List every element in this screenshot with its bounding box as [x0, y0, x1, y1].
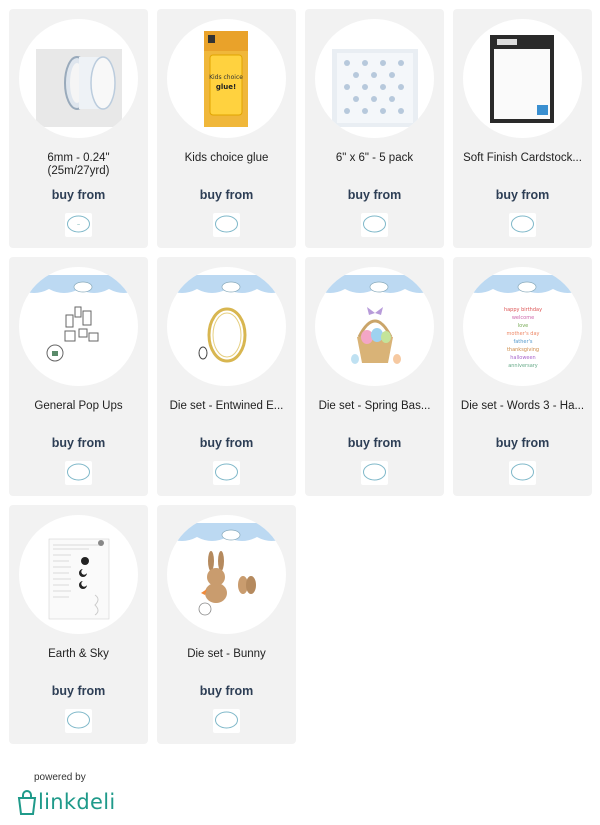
- buy-from-link[interactable]: buy from: [495, 188, 550, 202]
- svg-text:happy birthday: happy birthday: [503, 307, 543, 313]
- svg-text:glue!: glue!: [215, 83, 237, 91]
- product-title: 6" x 6" - 5 pack: [335, 152, 414, 164]
- product-image[interactable]: [315, 267, 434, 386]
- product-card[interactable]: [157, 505, 296, 744]
- product-title: Die set - Entwined E...: [169, 400, 284, 412]
- product-image[interactable]: [315, 19, 434, 138]
- svg-text:mother's day: mother's day: [506, 331, 540, 337]
- store-logo-icon[interactable]: [65, 709, 92, 733]
- buy-from-link[interactable]: buy from: [199, 188, 254, 202]
- product-card[interactable]: [157, 257, 296, 496]
- buy-from-link[interactable]: buy from: [51, 684, 106, 698]
- store-logo-icon[interactable]: [213, 709, 240, 733]
- store-logo-icon[interactable]: [213, 213, 240, 237]
- product-title: Earth & Sky: [48, 648, 109, 660]
- product-image[interactable]: [463, 267, 582, 386]
- svg-text:father's: father's: [513, 339, 533, 345]
- svg-text:welcome: welcome: [511, 315, 535, 321]
- buy-from-link[interactable]: buy from: [347, 188, 402, 202]
- product-image[interactable]: [167, 515, 286, 634]
- product-card[interactable]: [305, 257, 444, 496]
- svg-text:anniversary: anniversary: [508, 363, 538, 369]
- svg-text:thanksgiving: thanksgiving: [506, 347, 540, 353]
- product-card[interactable]: [157, 9, 296, 248]
- shopping-bag-icon: [16, 790, 38, 816]
- buy-from-link[interactable]: buy from: [199, 436, 254, 450]
- product-card[interactable]: [9, 9, 148, 248]
- product-image[interactable]: [463, 19, 582, 138]
- product-card[interactable]: [9, 505, 148, 744]
- store-logo-icon[interactable]: [509, 213, 536, 237]
- svg-text:Kids choice: Kids choice: [209, 74, 243, 81]
- store-logo-icon[interactable]: [361, 213, 388, 237]
- buy-from-link[interactable]: buy from: [347, 436, 402, 450]
- product-card[interactable]: [453, 257, 592, 496]
- svg-text:halloween: halloween: [510, 355, 536, 361]
- product-title: General Pop Ups: [34, 400, 123, 412]
- store-logo-icon[interactable]: [509, 461, 536, 485]
- svg-text:~: ~: [76, 222, 81, 227]
- product-title: Kids choice glue: [184, 152, 269, 164]
- product-image[interactable]: [19, 19, 138, 138]
- product-title: Die set - Bunny: [187, 648, 266, 660]
- store-logo-icon[interactable]: [213, 461, 240, 485]
- product-image[interactable]: [167, 267, 286, 386]
- buy-from-link[interactable]: buy from: [51, 188, 106, 202]
- svg-text:love: love: [517, 323, 529, 329]
- product-title: Die set - Words 3 - Ha...: [460, 400, 585, 412]
- product-title: Soft Finish Cardstock...: [463, 152, 582, 164]
- product-title: Die set - Spring Bas...: [318, 400, 431, 412]
- product-card[interactable]: [305, 9, 444, 248]
- product-image[interactable]: [167, 19, 286, 138]
- buy-from-link[interactable]: buy from: [51, 436, 106, 450]
- linkdeli-brand-text: linkdeli: [38, 790, 116, 814]
- powered-by-label: powered by: [34, 772, 86, 783]
- store-logo-icon[interactable]: [65, 213, 92, 237]
- store-logo-icon[interactable]: [65, 461, 92, 485]
- buy-from-link[interactable]: buy from: [199, 684, 254, 698]
- product-card[interactable]: [9, 257, 148, 496]
- linkdeli-logo[interactable]: [16, 788, 116, 816]
- store-logo-icon[interactable]: [361, 461, 388, 485]
- product-card[interactable]: [453, 9, 592, 248]
- product-image[interactable]: [19, 267, 138, 386]
- buy-from-link[interactable]: buy from: [495, 436, 550, 450]
- product-title: 6mm - 0.24" (25m/27yrd): [47, 152, 110, 177]
- product-image[interactable]: [19, 515, 138, 634]
